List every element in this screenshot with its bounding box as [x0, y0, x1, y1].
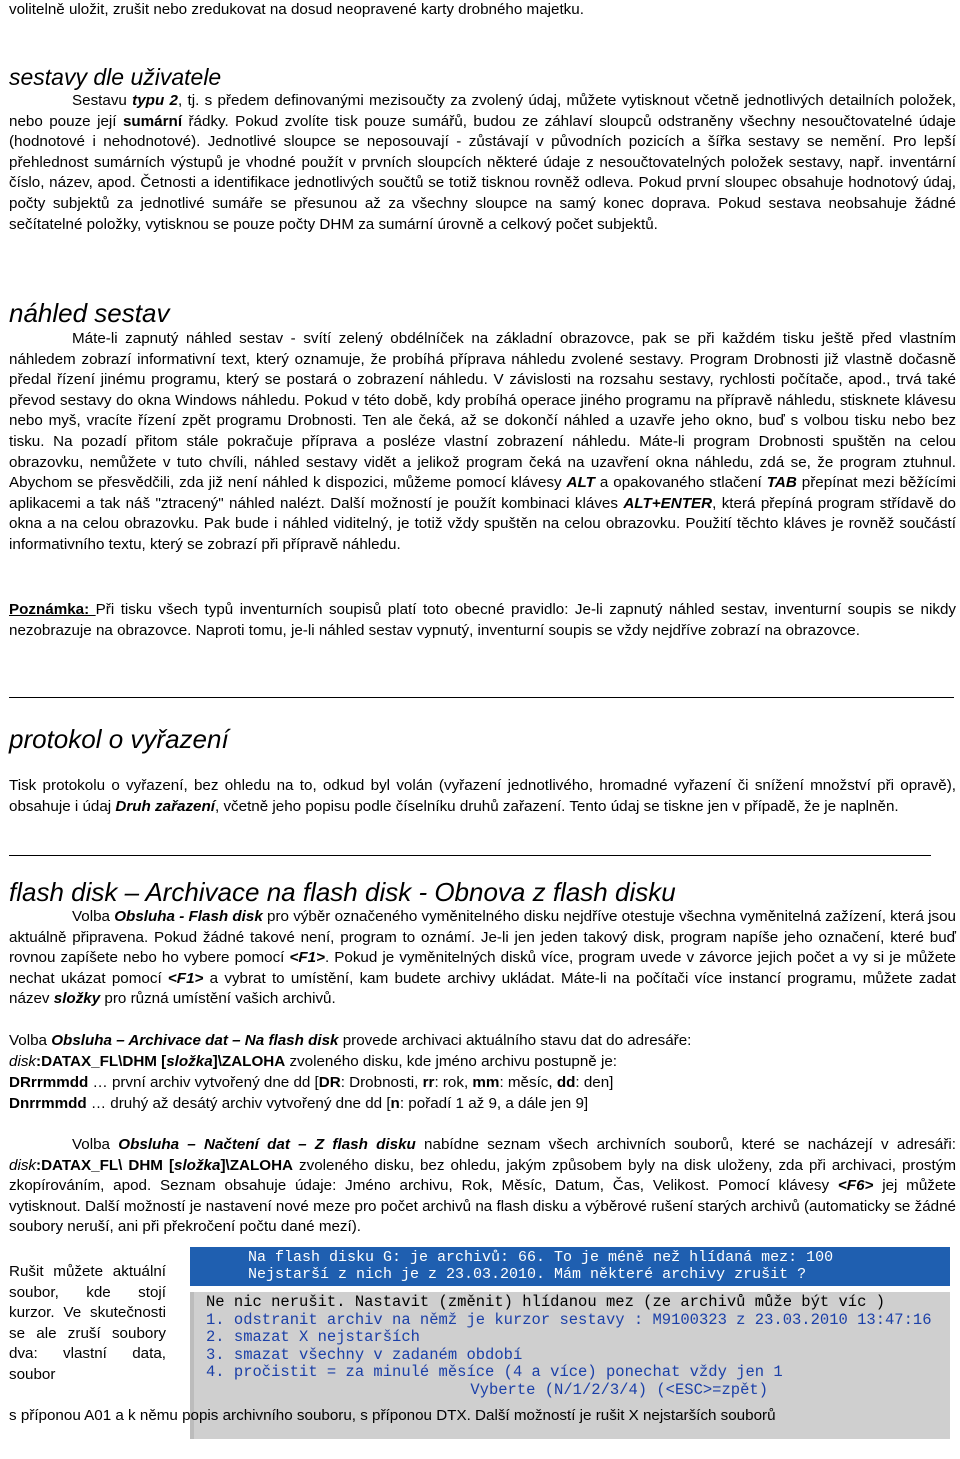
note-text: Při tisku všech typů inventurních soupisů platí toto obecné pravidlo: Je-li zapnutý náhled sestav, inventurní soupis se nikdy nezobrazuje na obrazovce. Naproti tomu, je-li náhled sestav vypnutý, inventurní soupis se vždy nejdříve zobrazí na obrazovce. [9, 601, 956, 639]
emph: disk [9, 1156, 37, 1174]
note-paragraph [9, 600, 956, 641]
text: provede archivaci aktuálního stavu dat do adresáře: [338, 1032, 692, 1049]
divider [9, 697, 954, 698]
console-prompt: Vyberte (N/1/2/3/4) (<ESC>=zpět) [470, 1380, 768, 1399]
flash-archive-line-2 [9, 1094, 956, 1115]
side-text: Rušit můžete aktuální soubor, kde stojí kurzor. Ve skutečnosti se ale zruší soubory dva: vlastní data, soubor [9, 1263, 166, 1383]
text: , včetně jeho popisu podle číselníku druhů zařazení. Tento údaj se tiskne jen v případě, že je naplněn. [215, 797, 899, 815]
heading-protokol: protokol o vyřazení [9, 724, 229, 754]
last-line: s příponou A01 a k němu popis archivního souboru, s příponou DTX. Další možností je rušit X nejstarších souborů [9, 1407, 776, 1424]
text: . Pokud je vyměnitelných disků více, program uvede v závorce jejich počet a vy si je můžete nechat ukázat pomocí [9, 949, 956, 987]
console-screenshot [190, 1247, 950, 1459]
text: pro různá umístění vašich archivů. [100, 990, 336, 1008]
nahled-paragraph [9, 329, 956, 556]
text: Tisk protokolu o vyřazení, bez ohledu na to, odkud byl volán (vyřazení jednotlivého, hromadné vyřazení či snížení množství při opravě), obsahuje i údaj [9, 777, 956, 815]
divider [9, 855, 931, 856]
text: zvoleného disku, bez ohledu, jakým způsobem byly na disk uloženy, zda při archivaci, prostým zkopírováním, apod. Seznam obsahuje údaje: Jméno archivu, Rok, Měsíc, Datum, Čas, Velikost. Pomocí klávesy [9, 1156, 956, 1195]
key-f6: <F6> [837, 1177, 874, 1195]
text: : rok, [434, 1074, 473, 1091]
menu-option-2[interactable]: 2. smazat X nejstarších [206, 1328, 420, 1346]
note-label: Poznámka: [9, 601, 96, 618]
text: přepínat mezi běžícími aplikacemi a tak náš "ztracený" náhled nalézt. Další možností je použít kombinaci kláves [9, 474, 957, 512]
key-f1: <F1> [167, 969, 204, 987]
flash-paragraph-1 [9, 907, 956, 1010]
heading-sestavy: sestavy dle uživatele [9, 64, 222, 90]
text: : měsíc, [499, 1074, 557, 1091]
emph: :DATAX_FL\ DHM [ [36, 1156, 175, 1174]
flash-paragraph-2 [9, 1031, 956, 1052]
text: : pořadí 1 až 9, a dále jen 9] [399, 1095, 589, 1112]
text: Volba [72, 908, 115, 925]
text: jej můžete vytisknout. Další možností je nastavení nové meze pro počet archivů na flash disku a výběrové rušení starých archivů (automaticky se žádné soubory neruší, ani při překročení počtu dané mezí). [9, 1177, 956, 1236]
protokol-paragraph [9, 776, 956, 817]
key-f1: <F1> [289, 949, 325, 967]
text: Volba [72, 1136, 119, 1153]
menu-option-4[interactable]: 4. pročistit = za minulé měsíce (4 a více) ponechat vždy jen 1 [206, 1363, 783, 1381]
emph: složka [166, 1053, 213, 1070]
heading-nahled: náhled sestav [9, 298, 170, 328]
emph: Druh zařazení [115, 797, 215, 815]
emph: Dnrrmmdd [9, 1095, 87, 1112]
console-header [190, 1247, 950, 1286]
emph: složky [53, 990, 101, 1008]
key-alt: ALT [566, 474, 595, 492]
emph: Obsluha – Archivace dat – Na flash disk [51, 1032, 339, 1049]
heading-flash-disk: flash disk – Archivace na flash disk - Obnova z flash disku [9, 877, 676, 907]
console-line: Na flash disku G: je archivů: 66. To je méně než hlídaná mez: 100 [248, 1249, 834, 1266]
menu-option-3[interactable]: 3. smazat všechny v zadaném období [206, 1345, 523, 1364]
text: a opakovaného stlačení [594, 474, 767, 492]
text: : den] [575, 1074, 614, 1091]
text: , která přepíná program střídavě do okna a na celou obrazovku. Pak bude i náhled viditelný, je totiž vždy spuštěn na celou obrazovku. Použití těchto kláves je rovněž součástí informativního textu, který se zobrazí při přípravě náhledu. [9, 494, 956, 553]
emph: typu 2 [132, 92, 178, 109]
emph: DR [318, 1074, 341, 1091]
emph: dd [556, 1074, 576, 1091]
emph: ]\ZALOHA [212, 1053, 286, 1070]
text: : Drobnosti, [340, 1074, 423, 1091]
text: nabídne seznam všech archivních souborů, které se nacházejí v adresáři: [415, 1136, 956, 1153]
text: pro výběr označeného vyměnitelného disku nejdříve otestuje všechna vyměnitelná zažízení, která jsou aktuálně připravena. Pokud žádné takové není, program to oznámí. Je-li jen jeden takový disk, program napíše jeho označení, které buď rovnou zapíšete nebo ho vybere pomocí [9, 908, 956, 967]
menu-option-none[interactable]: Ne nic nerušit. Nastavit (změnit) hlídanou mez (ze archivů může být víc ) [206, 1293, 886, 1311]
text: , tj. s předem definovanými mezisoučty za zvolený údaj, můžete vytisknout včetně jednotlivých detailních položek, nebo pouze její [9, 92, 956, 130]
emph: ]\ZALOHA [220, 1156, 294, 1174]
emph: mm [472, 1074, 500, 1091]
emph: Obsluha – Načtení dat – Z flash disku [118, 1136, 416, 1153]
text: řádky. Pokud zvolíte tisk pouze sumářů, budou ze záhlaví sloupců odstraněny všechny nesoučtovatelné údaje (hodnotové i nehodnotové). Jednotlivé sloupce se neposouvají - zůstávají v původních pozicích a šířka sestavy se nemění. Pro lepší přehlednost sumárních výstupů je vhodné použít v prvních sloupcích některé údaje z nesoučtovatelných položek sestavy, např. inventární číslo, název, apod. Četnosti a identifikace jednotlivých součtů se totiž tisknou rovněž odleva. Pokud první sloupec obsahuje hodnotový údaj, počty subjektů za jednotlivé sumáře se přesunou až za všechny sloupce na samý konec doprava. Pokud sestava neobsahuje žádné sečítatelné položky, vytisknou se pouze počty DHM za sumární úrovně a celkový počet subjektů. [9, 112, 956, 233]
console-line: Nejstarší z nich je z 23.03.2010. Mám některé archivy zrušit ? [248, 1266, 807, 1283]
text: zvoleného disku, kde jméno archivu postupně je: [285, 1053, 618, 1070]
text: … druhý až desátý archiv vytvořený dne dd [ [86, 1095, 391, 1112]
text: Volba [9, 1032, 52, 1049]
emph: složka [174, 1156, 221, 1174]
emph: rr [422, 1074, 435, 1091]
menu-option-1[interactable]: 1. odstranit archiv na němž je kurzor sestavy : M9100323 z 23.03.2010 13:47:16 [206, 1310, 932, 1329]
emph: :DATAX_FL\DHM [ [36, 1053, 167, 1070]
text: Máte-li zapnutý náhled sestav - svítí zelený obdélníček na základní obrazovce, pak se při každém tisku ještě před vlastním náhledem zobrazí informativní text, který oznamuje, že probíhá příprava náhledu zvolené sestavy. Program Drobnosti již vlastně dočasně předal řízení jinému programu, který se postará o zobrazení náhledu. V závislosti na rozsahu sestavy, rychlosti počítače, apod., trvá také převod sestavy do okna Windows náhledu. Pokud v této době, kdy probíhá operace jiného programu na přípravě náhledu, stisknete klávesu nebo myš, vracíte řízení zpět programu Drobnosti. Ten ale čeká, až se dokončí náhled a uzavře jeho okno, buď s volbou tisku nebo bez tisku. Na pozadí přitom stále pokračuje příprava a posléze vlastní zobrazení náhledu. Máte-li program Drobnosti spuštěn na celou obrazovku, nemůžete v tuto chvíli, náhled sestavy vidět a jelikož program čeká na uzavření okna náhledu, zdá se, že program ztuhnul. Abychom se přesvědčili, zda již není náhled k dispozici, můžeme pomocí klávesy [9, 330, 956, 492]
key-tab: TAB [766, 474, 797, 492]
emph: n [390, 1095, 400, 1112]
key-alt-enter: ALT+ENTER [623, 494, 713, 512]
text: … první archiv vytvořený dne dd [ [88, 1074, 319, 1091]
intro-line: volitelně uložit, zrušit nebo zredukovat na dosud neopravené karty drobného majetku. [9, 1, 584, 18]
flash-path-line [9, 1052, 956, 1073]
emph: Obsluha - Flash disk [114, 908, 263, 925]
flash-paragraph-3 [9, 1135, 956, 1238]
text: a vybrat to umístění, kam budete archivy ukládat. Máte-li na počítači více instancí programu, můžete zadat název [9, 969, 956, 1008]
text: Sestavu [72, 92, 133, 109]
flash-archive-line-1 [9, 1073, 956, 1094]
sestavy-paragraph [9, 91, 956, 235]
emph: sumární [122, 112, 183, 130]
emph: DRrrmmdd [9, 1074, 89, 1091]
emph: disk [9, 1053, 37, 1070]
